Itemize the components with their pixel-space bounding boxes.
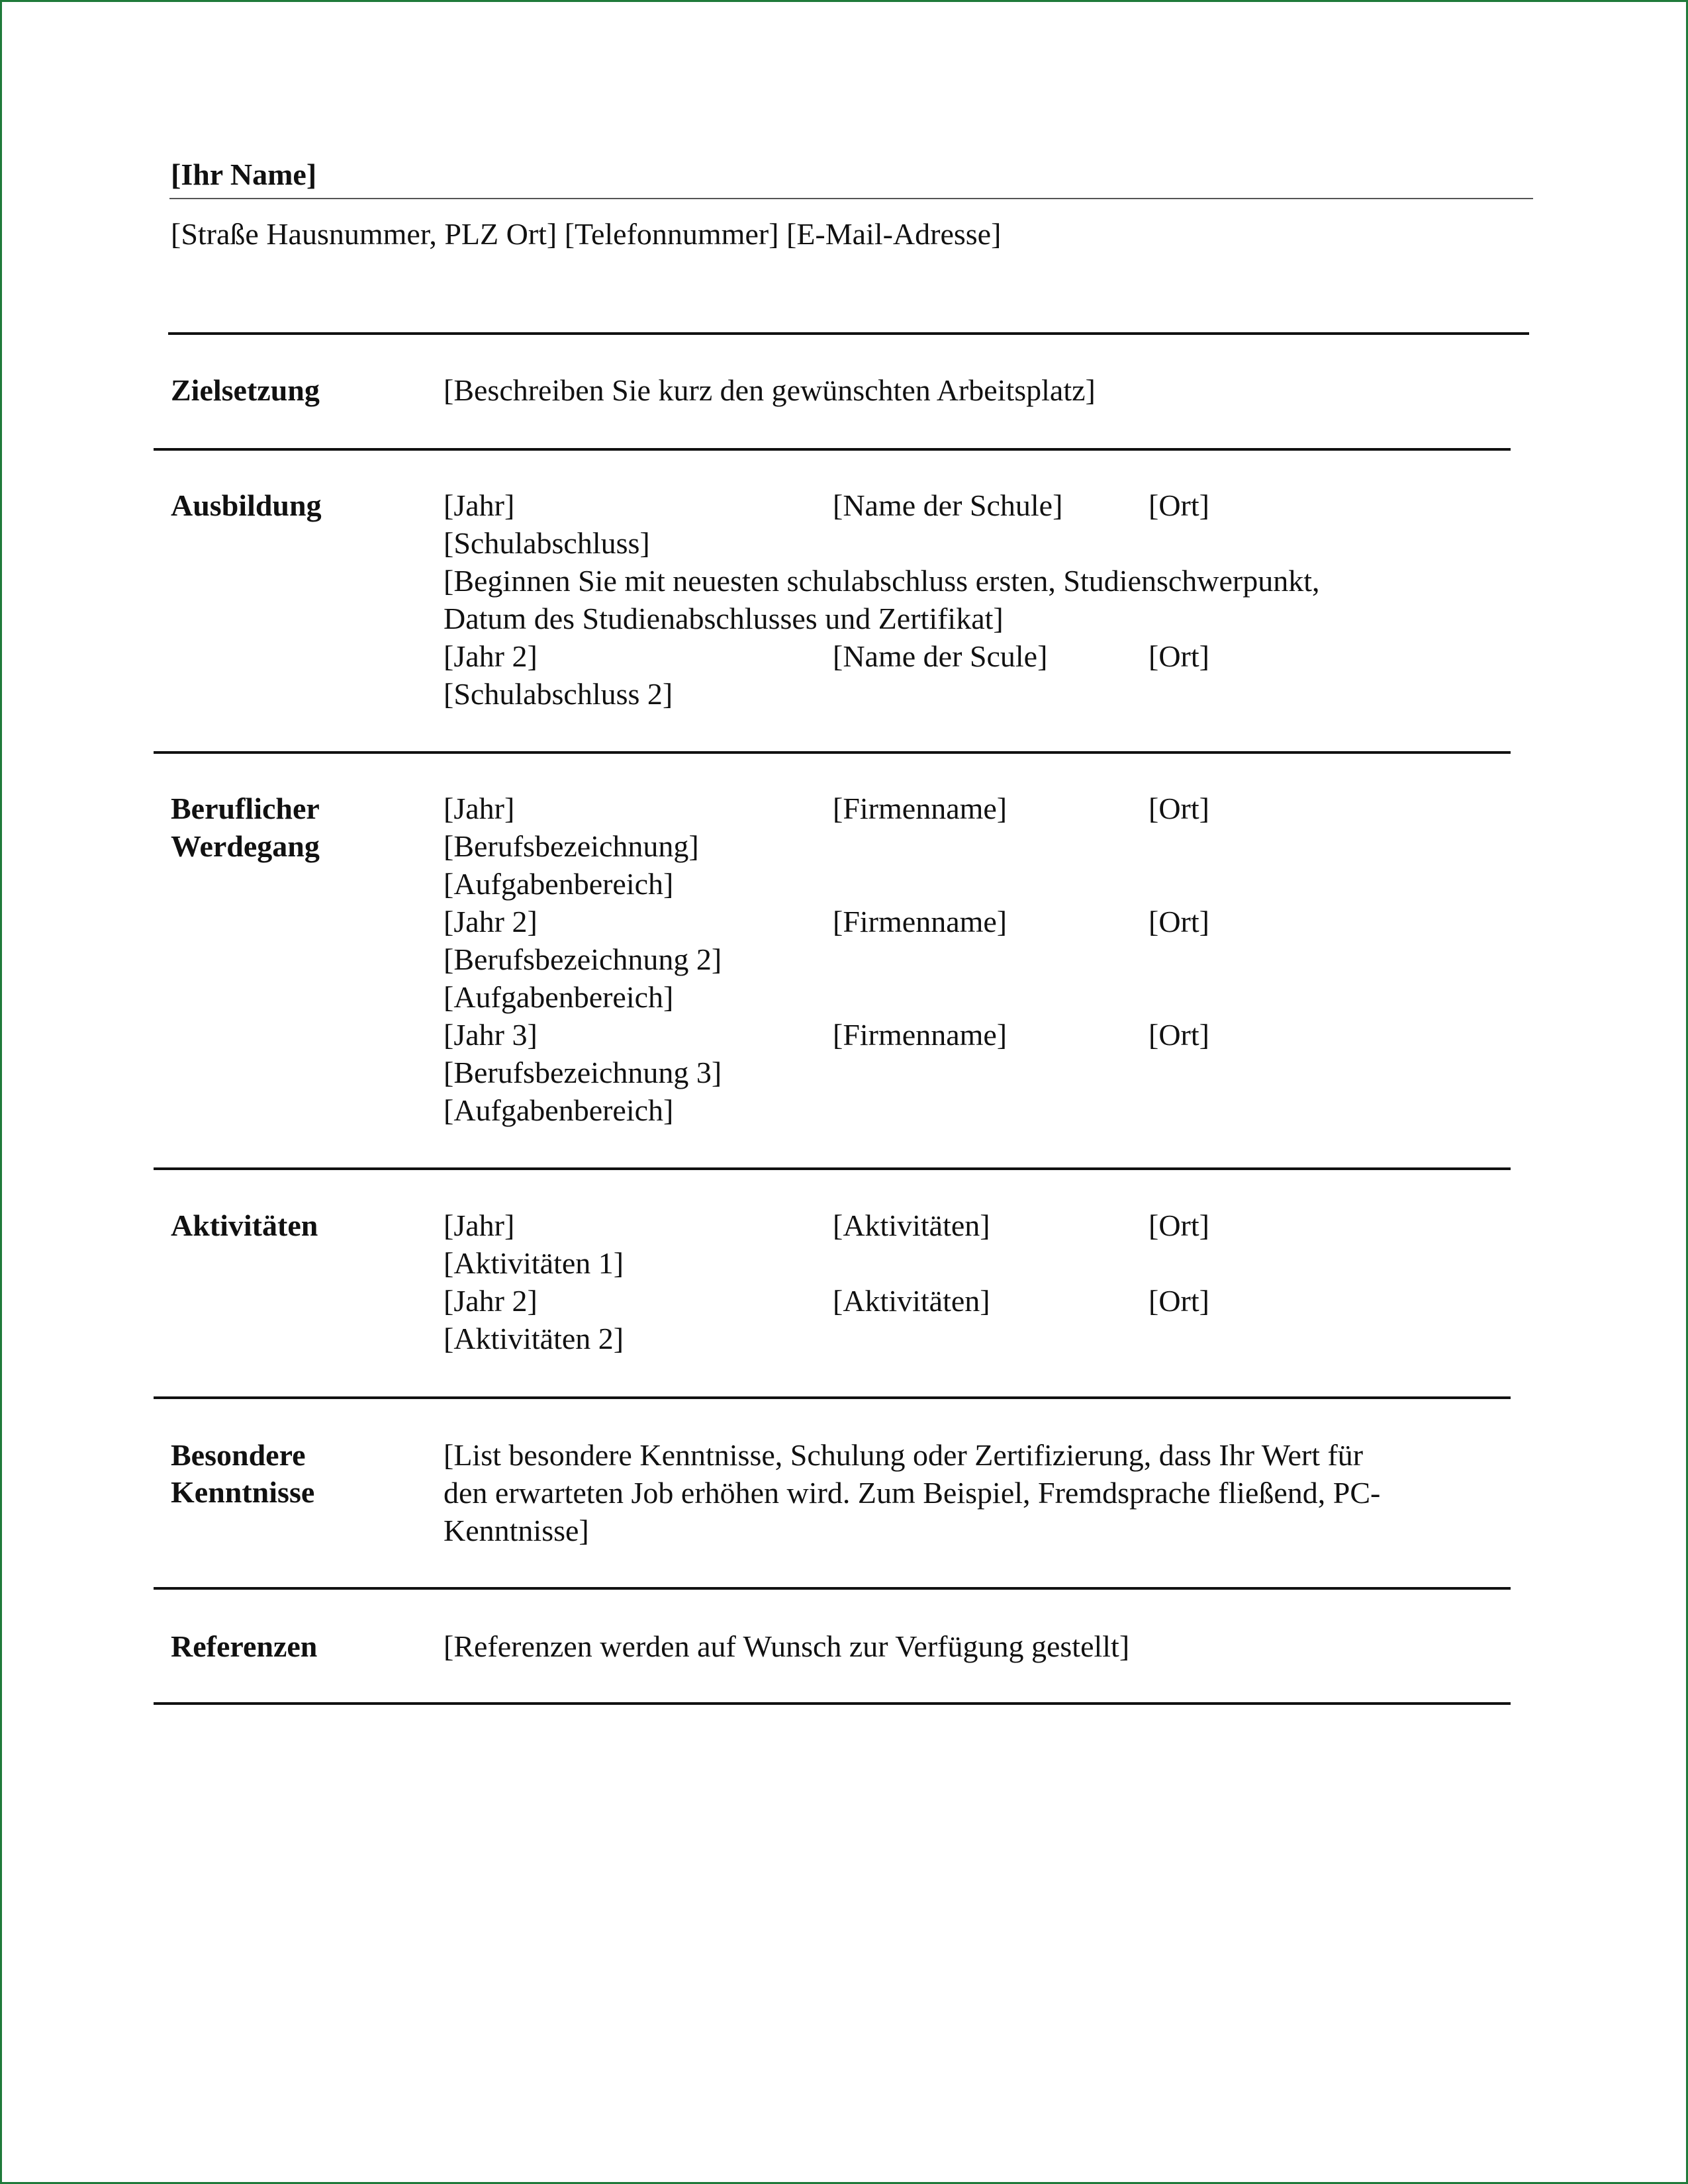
activity-place: [Ort] (1149, 1284, 1209, 1318)
activity-detail: [Aktivitäten 2] (444, 1322, 624, 1355)
section-label: Ausbildung (171, 488, 322, 522)
job-place: [Ort] (1149, 905, 1209, 938)
job-year: [Jahr 2] (444, 905, 538, 938)
job-place: [Ort] (1149, 1018, 1209, 1052)
job-company: [Firmenname] (833, 905, 1008, 938)
section-divider (168, 332, 1529, 335)
references-text: [Referenzen werden auf Wunsch zur Verfügung gestellt] (444, 1629, 1130, 1663)
section-divider (154, 751, 1511, 754)
section-divider (154, 448, 1511, 451)
job-tasks: [Aufgabenbereich] (444, 980, 674, 1014)
activity-year: [Jahr] (444, 1208, 515, 1242)
section-divider (154, 1702, 1511, 1705)
section-label: Werdegang (171, 829, 320, 863)
section-label: Besondere (171, 1438, 306, 1472)
objective-text: [Beschreiben Sie kurz den gewünschten Arbeitsplatz] (444, 373, 1096, 407)
skills-text: den erwarteten Job erhöhen wird. Zum Beispiel, Fremdsprache fließend, PC- (444, 1476, 1381, 1510)
education-school: [Name der Scule] (833, 639, 1048, 673)
education-description: [Beginnen Sie mit neuesten schulabschluss ersten, Studienschwerpunkt, (444, 564, 1320, 598)
education-year: [Jahr 2] (444, 639, 538, 673)
section-divider (154, 1587, 1511, 1590)
education-description: Datum des Studienabschlusses und Zertifikat] (444, 602, 1004, 635)
name-divider (169, 198, 1533, 199)
section-label: Zielsetzung (171, 373, 320, 407)
education-degree: [Schulabschluss 2] (444, 677, 673, 711)
education-school: [Name der Schule] (833, 488, 1063, 522)
job-company: [Firmenname] (833, 792, 1008, 825)
job-tasks: [Aufgabenbereich] (444, 1093, 674, 1127)
job-place: [Ort] (1149, 792, 1209, 825)
section-divider (154, 1167, 1511, 1170)
job-title: [Berufsbezeichnung 3] (444, 1056, 722, 1089)
skills-text: Kenntnisse] (444, 1514, 589, 1547)
section-label: Aktivitäten (171, 1208, 318, 1242)
activity-name: [Aktivitäten] (833, 1284, 990, 1318)
education-year: [Jahr] (444, 488, 515, 522)
education-place: [Ort] (1149, 639, 1209, 673)
section-label: Referenzen (171, 1629, 318, 1663)
section-label: Beruflicher (171, 792, 320, 825)
section-label: Kenntnisse (171, 1475, 315, 1509)
activity-detail: [Aktivitäten 1] (444, 1246, 624, 1280)
applicant-name: [Ihr Name] (171, 158, 317, 191)
education-degree: [Schulabschluss] (444, 526, 650, 560)
activity-year: [Jahr 2] (444, 1284, 538, 1318)
job-year: [Jahr 3] (444, 1018, 538, 1052)
education-place: [Ort] (1149, 488, 1209, 522)
job-tasks: [Aufgabenbereich] (444, 867, 674, 901)
activity-place: [Ort] (1149, 1208, 1209, 1242)
job-year: [Jahr] (444, 792, 515, 825)
contact-line: [Straße Hausnummer, PLZ Ort] [Telefonnummer] [E-Mail-Adresse] (171, 217, 1002, 251)
job-title: [Berufsbezeichnung 2] (444, 942, 722, 976)
skills-text: [List besondere Kenntnisse, Schulung oder Zertifizierung, dass Ihr Wert für (444, 1438, 1364, 1472)
job-title: [Berufsbezeichnung] (444, 829, 699, 863)
activity-name: [Aktivitäten] (833, 1208, 990, 1242)
section-divider (154, 1396, 1511, 1399)
job-company: [Firmenname] (833, 1018, 1008, 1052)
